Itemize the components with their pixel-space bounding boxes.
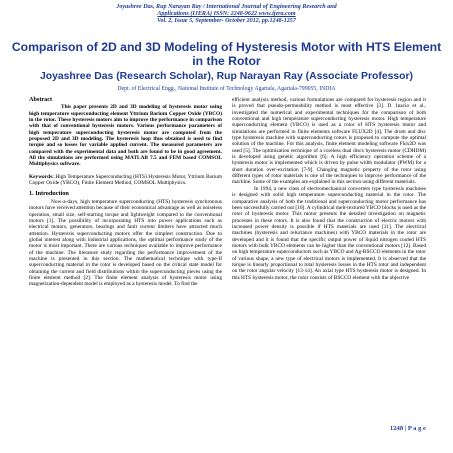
page-number: 1248 | P a g e — [389, 425, 426, 432]
abstract-heading: Abstract — [29, 96, 53, 103]
intro-paragraph-1: Now-a-days, high temperature superconducting (HTS) hysteresis synchronous motors have received attention because of their economical advantage as well as noiseless operation, small size, self-starting torque and lightweight compared to the conventional motors [1]. The possibility of incorporating HTS into power applications such as electrical motors, generators, bearings and fault current limiters have attracted much attention. Hysteresis superconducting motors offer the simplest construction. Due to global interest along with industrial applications, the optimal performance study of the motor is most important. There are various techniques available to improve performance of the machine. The literature study regarding the performance improvement of the machine is presented in this section. The mathematical technique with type-II superconducting material in the rotor is developed based on the critical state model for obtaining the current and field distributions within the superconducting pieces using the finite element method [2]. The finite element analysis of hysteresis motor using magnetization-dependent model is employed as a hysteresis model. To find the — [29, 198, 222, 288]
right-column — [232, 97, 426, 281]
keywords — [29, 174, 222, 187]
journal-header-line1: Joyashree Das, Rup Narayan Ray / International Journal of Engineering Research and — [116, 4, 337, 10]
author-affiliation: Dept. of Electrical Engg., National Institute of Technology Agartala, Agartala-799055, INDIA — [117, 86, 336, 92]
left-column — [29, 97, 222, 288]
journal-header-line3: Vol. 2, Issue 5, September- October 2012, pp.1248-1257 — [157, 18, 296, 25]
keywords-label: Keywords: — [29, 173, 54, 180]
paper-authors: Joyashree Das (Research Scholar), Rup Narayan Ray (Associate Professor) — [39, 71, 414, 82]
keywords-text: High Temperature Superconducting (HTS) Hysteresis Motor, Yttrium Barium Copper Oxide (YBCO), Finite Element Method, COMSOL Multiphysics. — [29, 173, 222, 187]
right-paragraph-1: efficient analysis method, various formulations are compared for hysteresis region and it is proved that pseudo-permeability method is most effective [3]. D. Inacio et al., investigated the numerical and experimental techniques for the comparison of both conventional and high temperature superconducting hysteresis motor. High temperature superconducting element (YBCO) is used as a rotor of HTS hysteresis motor and simulations are performed in finite elements software FLUX2D [4]. The drum and disc type hysteresis machine with superconducting rotors is proposed to compute the optimal solution of the machine. For this analysis, finite element modeling software Flux2D was used [5]. The optimization technique of a coreless dual discs hysteresis motor (CDHDM) is developed using genetic algorithm [6]. A high efficiency operation scheme of a hysteresis motor is implemented which is driven by pulse width modulator (PWM) for a short duration over-excitation [7-9]. Changing magnetic property of the rotor using different types of rotor materials is one of the techniques to improve performance of the machine. Some of the examples are explained in this section using different materials. — [232, 97, 426, 186]
right-paragraph-2: In 1994, a new class of electromechanical converters type hysteresis machines is designed with solid high temperature superconducting material in the rotor. The comparative analysis of both the traditional and superconducting motor performance has been successfully carried out [10]. A cylindrical melt-textured YBCO blocks is used as the rotor of hysteresis motor. This motor presents the detailed investigation on magnetic processes in these rotors. It is also found that the construction of electric motors with increased power density is possible if HTS materials are used [11]. The electrical machines (hysteresis and reluctance machines) with YBCO materials in the rotor are developed and it is found that the specific output power of liquid nitrogen cooled HTS motors with bulk YBCO elements can be higher than the conventional motors [12]. Based on high temperature superconductors such as YBCO and Ag-BSCCO elements in the rotor of various shape, a new type of electrical motors is implemented. It is observed that the torque is linearly proportional to total hysteresis losses in the HTS rotor and independent on the rotor angular velocity [13-14]. An axial type HTS hysteresis motor is designed. In this HTS hysteresis motor, the rotor consists of BSCCO element with the objective — [232, 185, 426, 281]
journal-header-line2[interactable]: Applications (IJERA) ISSN: 2248-9622 www.ijera.com — [157, 11, 296, 18]
journal-header — [0, 4, 453, 26]
intro-heading: 1. Introduction — [29, 190, 69, 198]
paper-title: Comparison of 2D and 3D Modeling of Hysteresis Motor with HTS Element in the Rotor — [11, 40, 442, 68]
abstract-body: This paper presents 2D and 3D modeling of hysteresis motor using high temperature superconducting element Yttrium Barium Copper Oxide (YBCO) in the rotor. These hysteresis motors aim to improve the performance in comparison with that of conventional hysteresis motors. Various performance parameters of high temperature superconducting hysteresis motor are computed from the proposed 2D and 3D modeling. The hysteresis loop thus obtained is used to find torque and so losses for variable applied current. The measured parameters are compared with the experimental data and both are found to be in good agreement. All the simulations are performed using MATLAB 7.5 and FEM based COMSOL Multiphysics software. — [29, 104, 222, 168]
